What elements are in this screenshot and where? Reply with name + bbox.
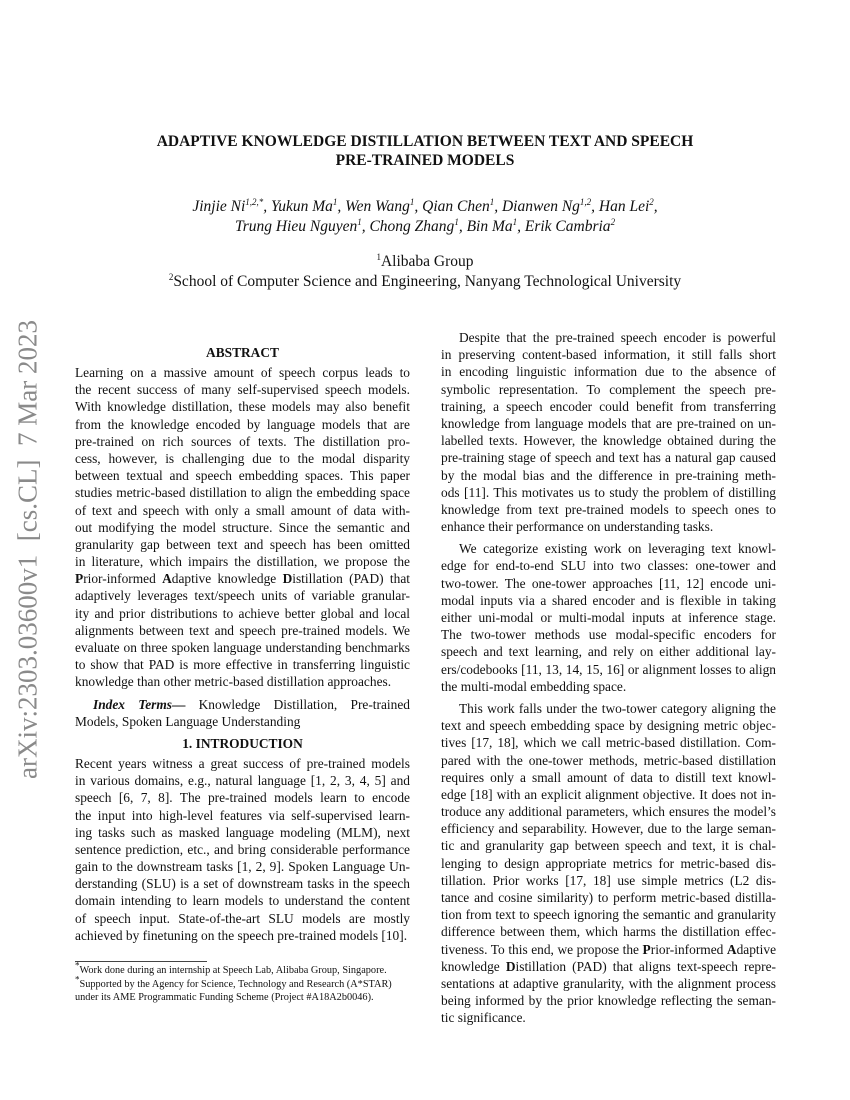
footnote <box>75 974 415 1005</box>
footnote-mark: * <box>75 960 80 971</box>
text-line: knowledge than other metric-based distillation approaches. <box>75 674 392 690</box>
text-line: of text and speech with only a small amount of data with- <box>75 502 410 518</box>
section-heading: ABSTRACT <box>206 345 279 360</box>
text-line: This work falls under the two-tower category aligning the <box>459 700 776 716</box>
footnote-divider <box>75 961 207 962</box>
text-line: the recent success of many self-supervised speech models. <box>75 382 410 398</box>
text-line: pre-trained on rich sources of texts. The distillation pro- <box>75 433 410 449</box>
text-line: studies metric-based distillation to align the embedding space <box>75 485 410 501</box>
text-segment: istillation (PAD) that <box>292 571 410 587</box>
footnote <box>75 960 415 978</box>
author-row <box>0 197 850 217</box>
text-line: pared with the one-tower methods, metric-based distillation <box>441 752 776 768</box>
text-line: granularity gap between text and speech has been omitted <box>75 536 410 552</box>
text-line: tion from text to speech ignoring the semantic and granularity <box>441 907 776 923</box>
author-affiliation-mark: 1,2,* <box>245 196 264 207</box>
text-line: alignments between text and speech pre-trained models. We <box>75 622 410 638</box>
text-line: ity and prior distributions to achieve better global and local <box>75 605 410 621</box>
text-segment: D <box>282 571 293 587</box>
text-line: lenging to design appropriate metrics for metric-based dis- <box>441 855 776 871</box>
title-line: ADAPTIVE KNOWLEDGE DISTILLATION BETWEEN TEXT AND SPEECH <box>156 133 694 150</box>
affiliation-name: School of Computer Science and Engineering, Nanyang Technological University <box>173 273 682 290</box>
separator: , <box>337 198 346 215</box>
text-line: troduce any additional parameters, which ensures the model’s <box>441 804 776 820</box>
author-name: Dianwen Ng <box>501 198 580 215</box>
author-affiliation-mark: 2 <box>610 216 616 227</box>
paper-title <box>0 132 850 170</box>
author-affiliation-mark: 1 <box>409 196 415 207</box>
text-line: tillation. Prior works [17, 18] use simple metrics (L2 dis- <box>441 872 776 888</box>
text-line: speech and text learning, and rely on either additional lay- <box>441 644 776 660</box>
text-line: by the modal bias and the difference in pre-training meth- <box>441 467 776 483</box>
author-name: Chong Zhang <box>369 217 455 235</box>
text-line: ods [11]. This motivates us to study the problem of distilling <box>441 484 776 500</box>
text-segment: A <box>726 941 737 957</box>
text-line: edge for end-to-end SLU into two classes: one-tower and <box>441 558 776 574</box>
text-line: between textual and speech embedding spaces. This paper <box>75 468 410 484</box>
text-line: Despite that the pre-trained speech encoder is powerful <box>459 330 776 345</box>
separator: , <box>361 217 370 235</box>
affiliation <box>0 272 850 292</box>
text-line: enhance their performance on understanding tasks. <box>441 519 714 535</box>
text-line <box>75 570 410 587</box>
footnote-text: Supported by the Agency for Science, Technology and Research (A*STAR) under its AME Programmatic Funding Scheme (Project #A18A2b0046). <box>75 978 392 1004</box>
text-line <box>441 958 776 975</box>
text-line: in preserving content-based information, it still falls short <box>441 347 776 363</box>
author-name: Yukun Ma <box>271 198 333 215</box>
text-line: out modifying the model structure. Since the semantic and <box>75 519 410 535</box>
footnote-text: Work done during an internship at Speech Lab, Alibaba Group, Singapore. <box>79 965 387 976</box>
text-line: Learning on a massive amount of speech corpus leads to <box>75 365 410 380</box>
text-line: efficiency and separability. However, due to the large seman- <box>441 821 776 837</box>
text-line: tic and granularity gap between speech and text, it is chal- <box>441 838 776 854</box>
text-segment: Index Terms <box>93 696 172 712</box>
affiliation-name: Alibaba Group <box>380 253 474 270</box>
author-name: Bin Ma <box>466 217 513 235</box>
text-line: tance and cosine similarity) to perform metric-based distilla- <box>441 890 776 905</box>
text-line <box>441 941 776 958</box>
text-line: the input into high-level features via self-supervised learn- <box>75 807 410 823</box>
text-segment: knowledge <box>441 958 506 974</box>
text-line: ing tasks such as masked language modeling (MLM), next <box>75 824 410 840</box>
text-line: from the knowledge encoded by language models that are <box>75 416 410 432</box>
section-heading: 1. INTRODUCTION <box>182 735 303 751</box>
footnote-mark: * <box>75 974 80 985</box>
right-column <box>441 329 776 1027</box>
text-line: The two-tower methods use modal-specific encoders for <box>441 627 776 643</box>
affiliation <box>0 252 850 272</box>
author-affiliation-mark: 1 <box>454 216 459 227</box>
separator: , <box>517 217 525 235</box>
author-name: Erik Cambria <box>524 217 611 235</box>
text-segment: istillation (PAD) that aligns text-speech repre- <box>515 958 776 974</box>
text-line: Recent years witness a great success of pre-trained models <box>75 755 410 771</box>
text-line: difference between them, which harms the distillation effec- <box>441 924 776 940</box>
text-line: pre-training stage of speech and text has a natural gap caused <box>441 450 776 466</box>
left-column <box>75 344 410 944</box>
text-line: We categorize existing work on leveraging text knowl- <box>459 541 776 557</box>
author-affiliation-mark: 1 <box>489 196 495 207</box>
author-affiliation-mark: 2 <box>649 196 654 207</box>
arxiv-identifier: arXiv:2303.03600v1 [cs.CL] 7 Mar 2023 <box>12 320 43 779</box>
affiliation-mark: 1 <box>376 251 381 262</box>
text-line: being informed by the prior knowledge reflecting the seman- <box>441 993 776 1009</box>
text-line <box>75 696 410 713</box>
text-line: gain to the downstream tasks [1, 2, 9]. Spoken Language Un- <box>75 859 410 875</box>
separator: , <box>458 217 467 235</box>
text-line: knowledge from text pre-trained models to speech ones to <box>441 501 776 517</box>
author-name: Han Lei <box>598 198 650 215</box>
text-line: tic significance. <box>441 1010 526 1026</box>
separator: , <box>591 198 599 215</box>
text-line: cess, however, is challenging due to the modal disparity <box>75 450 410 466</box>
text-line: knowledge from language models that are pre-trained on un- <box>441 415 776 431</box>
author-affiliation-mark: 1,2 <box>579 196 592 207</box>
text-segment: P <box>75 571 84 587</box>
text-line: two-tower. The one-tower approaches [11, 12] encode uni- <box>441 575 776 591</box>
separator: , <box>414 198 423 215</box>
title-line: PRE-TRAINED MODELS <box>335 152 515 169</box>
author-affiliation-mark: 1 <box>357 216 362 227</box>
text-line: in encoding linguistic information due to the absence of <box>441 364 776 380</box>
text-line: domain intending to learn models to understand the content <box>75 893 410 909</box>
author-affiliation-mark: 1 <box>332 196 338 207</box>
text-line: derstanding (SLU) is a set of downstream tasks in the speech <box>75 876 410 892</box>
text-line: achieved by finetuning on the speech pre-trained models [10]. <box>75 927 408 943</box>
text-segment: rior-informed <box>83 571 163 587</box>
affiliations <box>0 252 850 292</box>
text-line: edge [18] with an explicit alignment objective. It does not in- <box>441 786 776 802</box>
author-list <box>0 197 850 236</box>
text-line: requires only a small amount of data to distill text knowl- <box>441 769 776 785</box>
text-line: in various domains, e.g., natural language [1, 2, 3, 4, 5] and <box>75 773 410 789</box>
text-line: in literature, which impairs the distillation, we propose the <box>75 554 410 570</box>
text-line: adaptively leverages text/speech units of variable granular- <box>75 588 410 604</box>
author-name: Trung Hieu Nguyen <box>234 217 358 235</box>
text-segment: A <box>162 571 172 587</box>
separator: , <box>494 198 502 215</box>
text-line: text and speech embedding space by designing metric objec- <box>441 718 776 734</box>
text-line: With knowledge distillation, these models may also benefit <box>75 399 410 415</box>
text-segment: P <box>642 941 651 957</box>
text-line: of speech input. State-of-the-art SLU models are mostly <box>75 910 410 926</box>
separator: , <box>653 198 658 215</box>
text-segment: Knowledge Distillation, Pre-trained <box>198 696 410 712</box>
text-line: speech [6, 7, 8]. The pre-trained models learn to encode <box>75 790 410 806</box>
author-row <box>0 217 850 237</box>
text-segment: tiveness. To this end, we propose the <box>441 941 643 957</box>
author-name: Wen Wang <box>345 198 410 215</box>
text-segment: daptive <box>736 941 777 957</box>
text-line: evaluate on three spoken language understanding benchmarks <box>75 640 410 655</box>
text-line: symbolic representation. To complement the speech pre- <box>441 381 776 397</box>
text-line: the multi-modal embedding space. <box>441 678 627 694</box>
text-segment: daptive knowledge <box>171 571 283 587</box>
text-segment: D <box>505 958 516 974</box>
author-name: Jinjie Ni <box>192 198 246 215</box>
text-line: Models, Spoken Language Understanding <box>75 713 301 729</box>
text-segment: — <box>171 696 199 712</box>
text-segment: rior-informed <box>650 941 727 957</box>
author-name: Qian Chen <box>422 198 490 215</box>
text-line: sentence prediction, etc., and bring considerable performance <box>75 841 410 857</box>
footnotes <box>75 960 415 1005</box>
text-line: tives [17, 18], which we call metric-based distillation. Com- <box>441 735 776 751</box>
author-affiliation-mark: 1 <box>512 216 518 227</box>
affiliation-mark: 2 <box>168 271 174 282</box>
text-line: training, a speech encoder could benefit from transferring <box>441 398 776 414</box>
text-line: sentations at adaptive granularity, with the alignment process <box>441 975 776 991</box>
text-line: labelled texts. However, the knowledge obtained during the <box>441 433 776 449</box>
text-line: to show that PAD is more effective in transferring linguistic <box>75 657 410 673</box>
text-line: modal inputs via a shared encoder and is flexible in taking <box>441 592 776 608</box>
text-line: either uni-modal or multi-modal inputs at inference stage. <box>441 610 776 625</box>
separator: , <box>263 198 272 215</box>
text-line: ers/codebooks [11, 13, 14, 15, 16] or alignment losses to align <box>441 661 776 677</box>
